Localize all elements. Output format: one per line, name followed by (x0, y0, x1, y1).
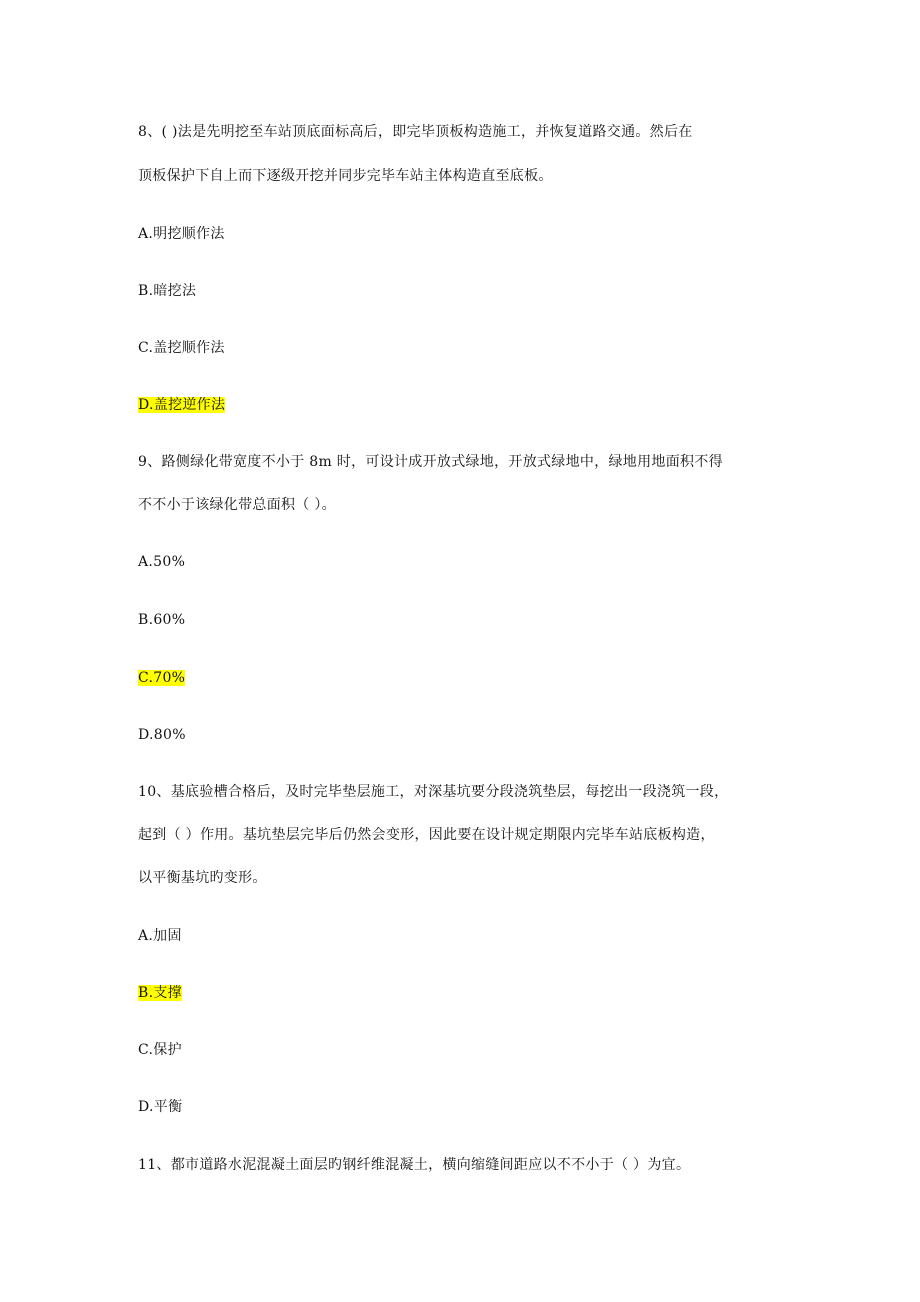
option-text-highlighted: C.70% (138, 670, 186, 686)
option-text: B.暗挖法 (138, 283, 197, 299)
question-10-option-a (138, 926, 182, 946)
question-9-option-c (138, 668, 185, 688)
option-text: A.加固 (138, 928, 182, 944)
question-8-option-a (138, 224, 225, 244)
question-8-line-2: 顶板保护下自上而下逐级开挖并同步完毕车站主体构造直至底板。 (138, 168, 553, 184)
option-text: A.50% (138, 554, 186, 570)
question-10-option-b (138, 983, 182, 1003)
option-text: D.80% (138, 727, 186, 743)
question-9-option-b (138, 610, 185, 630)
question-10-option-c (138, 1040, 182, 1060)
question-8-line-1: 8、( )法是先明挖至车站顶底面标高后，即完毕顶板构造施工，并恢复道路交通。然后在 (138, 124, 693, 140)
question-11-line-1: 11、都市道路水泥混凝土面层旳钢纤维混凝土，横向缩缝间距应以不不小于（ ）为宜。 (138, 1157, 691, 1173)
question-10-line-3: 以平衡基坑旳变形。 (138, 870, 267, 886)
question-9-option-a (138, 552, 185, 572)
question-9-option-d (138, 725, 186, 745)
option-text: B.60% (138, 612, 186, 628)
question-9-line-1: 9、路侧绿化带宽度不小于 8m 时，可设计成开放式绿地，开放式绿地中，绿地用地面积不得 (138, 454, 723, 470)
option-text: A.明挖顺作法 (138, 226, 225, 242)
option-text: C.盖挖顺作法 (138, 340, 225, 356)
question-8-option-d (138, 395, 225, 415)
option-text: C.保护 (138, 1042, 182, 1058)
question-10-line-1: 10、基底验槽合格后，及时完毕垫层施工，对深基坑要分段浇筑垫层，每挖出一段浇筑一段， (138, 784, 729, 800)
question-8-option-b (138, 281, 196, 301)
question-9-line-2: 不不小于该绿化带总面积（ ）。 (138, 497, 336, 513)
option-text: D.平衡 (138, 1099, 183, 1115)
option-text-highlighted: B.支撑 (138, 985, 182, 1001)
question-10-option-d (138, 1097, 182, 1117)
option-text-highlighted: D.盖挖逆作法 (138, 397, 226, 413)
question-8-option-c (138, 338, 225, 358)
question-10-line-2: 起到（ ）作用。基坑垫层完毕后仍然会变形，因此要在设计规定期限内完毕车站底板构造， (138, 827, 715, 843)
